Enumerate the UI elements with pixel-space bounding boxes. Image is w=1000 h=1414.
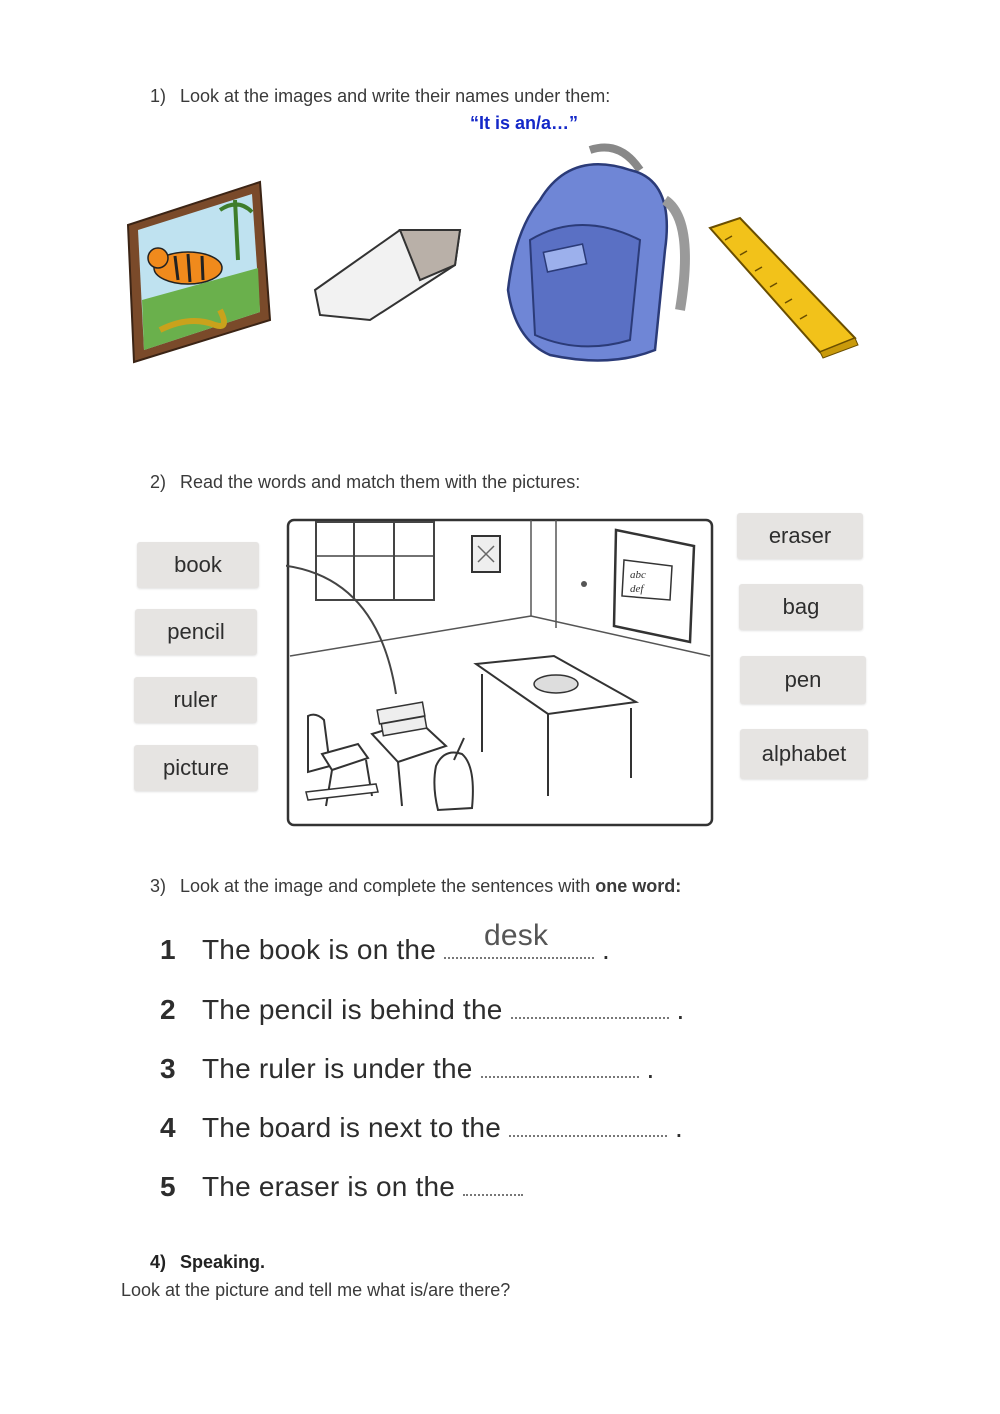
tiger-picture-image <box>128 182 270 362</box>
sentence-1: 1 The book is on the desk . <box>160 919 610 965</box>
sentence-4-blank[interactable] <box>509 1115 667 1137</box>
backpack-image <box>508 148 685 361</box>
classroom-illustration <box>286 516 714 828</box>
board-text-line1: abc <box>630 569 646 581</box>
sentence-2-blank[interactable] <box>511 997 669 1019</box>
word-tile-alphabet[interactable]: alphabet <box>740 729 868 779</box>
eraser-image <box>315 230 460 320</box>
ruler-image <box>710 218 858 358</box>
word-tile-ruler[interactable]: ruler <box>134 677 257 723</box>
sentence-5: 5 The eraser is on the <box>160 1171 523 1203</box>
sentence-4: 4 The board is next to the . <box>160 1112 683 1143</box>
section1-instruction: 1) Look at the images and write their names under them: <box>150 86 611 106</box>
sentence-5-blank[interactable] <box>463 1174 523 1196</box>
word-tile-picture[interactable]: picture <box>134 745 258 791</box>
word-tile-pen[interactable]: pen <box>740 656 866 704</box>
section4-prompt: Look at the picture and tell me what is/are there? <box>121 1280 511 1300</box>
word-tile-book[interactable]: book <box>137 542 259 588</box>
sentence-1-blank[interactable]: desk <box>444 937 594 959</box>
section1-hint: “It is an/a…” <box>470 113 579 133</box>
section2-instruction: 2) Read the words and match them with the pictures: <box>150 472 581 492</box>
section4-title: 4) Speaking. <box>150 1252 266 1272</box>
word-tile-bag[interactable]: bag <box>739 584 863 630</box>
word-tile-eraser[interactable]: eraser <box>737 513 863 559</box>
word-tile-pencil[interactable]: pencil <box>135 609 257 655</box>
board-text-line2: def <box>630 583 644 595</box>
sentence-3-blank[interactable] <box>481 1056 639 1078</box>
sentence-2: 2 The pencil is behind the . <box>160 994 685 1025</box>
section1-images <box>120 140 890 380</box>
sentence-3: 3 The ruler is under the . <box>160 1053 655 1084</box>
section3-instruction: 3) Look at the image and complete the sentences with one word: <box>150 876 682 896</box>
